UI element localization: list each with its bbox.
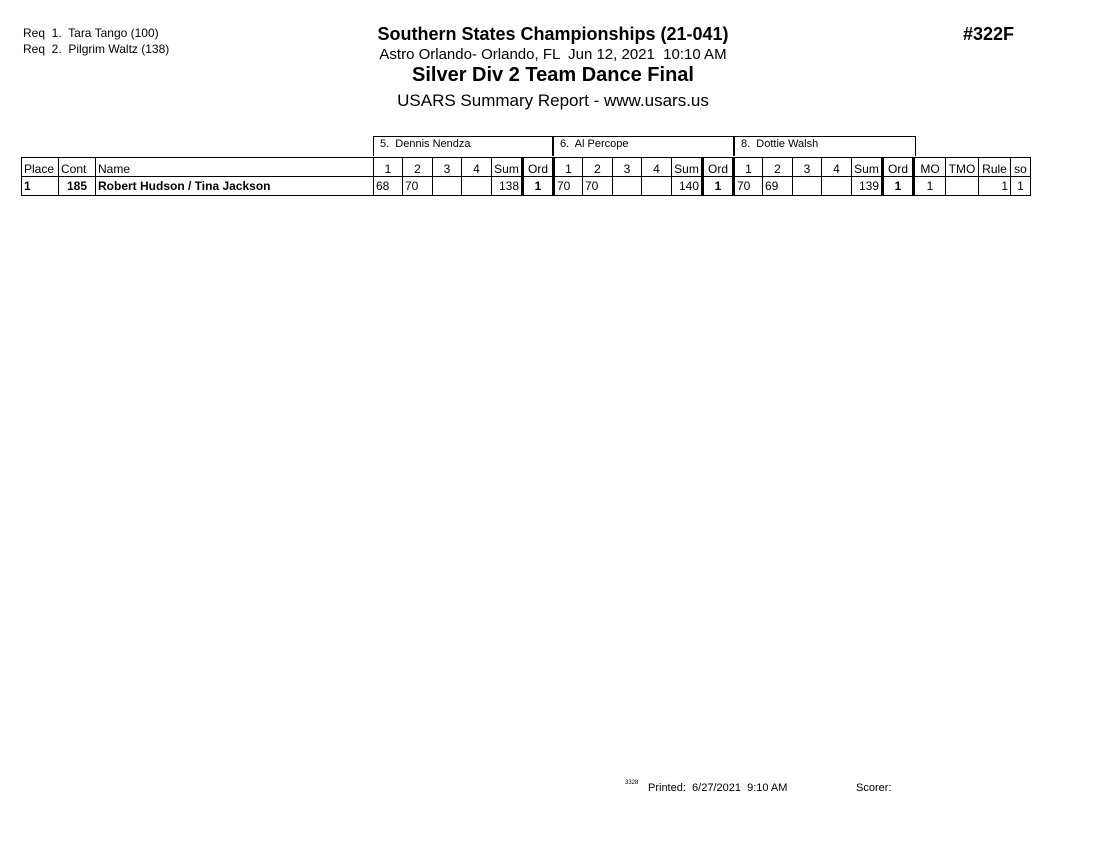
row-so: 1	[1011, 177, 1031, 196]
j3-score-1: 70	[734, 177, 763, 196]
row-cont: 185	[59, 177, 96, 196]
row-tmo	[946, 177, 979, 196]
col-j2-s1: 1	[554, 158, 583, 177]
j3-score-2: 69	[763, 177, 793, 196]
j2-score-3	[613, 177, 642, 196]
col-j1-s4: 4	[462, 158, 492, 177]
event-number: #322F	[963, 24, 1015, 44]
col-j3-s2: 2	[763, 158, 793, 177]
col-j2-s3: 3	[613, 158, 642, 177]
judge-header-2: 6. Al Percope	[553, 136, 734, 156]
j1-sum: 138	[492, 177, 523, 196]
event-name: Silver Div 2 Team Dance Final	[412, 64, 694, 86]
column-header-row	[22, 158, 1031, 177]
table-row	[22, 177, 1031, 196]
printed-timestamp: Printed: 6/27/2021 9:10 AM	[648, 782, 788, 794]
col-j1-ord: Ord	[523, 158, 554, 177]
col-place: Place	[22, 158, 59, 177]
j1-score-4	[462, 177, 492, 196]
j1-ord: 1	[523, 177, 554, 196]
competition-title: Southern States Championships (21-041)	[377, 24, 729, 44]
j2-score-2: 70	[583, 177, 613, 196]
col-cont: Cont	[59, 158, 96, 177]
report-title: USARS Summary Report - www.usars.us	[397, 91, 709, 110]
j2-sum: 140	[672, 177, 703, 196]
row-place: 1	[22, 177, 59, 196]
j3-ord: 1	[883, 177, 914, 196]
j3-score-4	[822, 177, 852, 196]
row-mo: 1	[914, 177, 946, 196]
j2-ord: 1	[703, 177, 734, 196]
j2-score-1: 70	[554, 177, 583, 196]
col-name: Name	[96, 158, 374, 177]
results-table	[21, 157, 1031, 196]
judge-header-1: 5. Dennis Nendza	[373, 136, 553, 156]
footer-mark: 3328	[625, 780, 639, 786]
scorer-label: Scorer:	[856, 782, 892, 794]
col-j1-s3: 3	[433, 158, 462, 177]
col-j2-sum: Sum	[672, 158, 703, 177]
row-name: Robert Hudson / Tina Jackson	[96, 177, 374, 196]
row-rule: 1	[979, 177, 1011, 196]
col-so: so	[1011, 158, 1031, 177]
col-j3-s1: 1	[734, 158, 763, 177]
judge-header-3: 8. Dottie Walsh	[734, 136, 916, 156]
col-rule: Rule	[979, 158, 1011, 177]
col-mo: MO	[914, 158, 946, 177]
j3-sum: 139	[852, 177, 883, 196]
col-j2-s2: 2	[583, 158, 613, 177]
col-j3-s4: 4	[822, 158, 852, 177]
request-1: Req 1. Tara Tango (100)	[23, 26, 159, 40]
col-j3-ord: Ord	[883, 158, 914, 177]
col-j3-s3: 3	[793, 158, 822, 177]
col-tmo: TMO	[946, 158, 979, 177]
col-j2-s4: 4	[642, 158, 672, 177]
j1-score-1: 68	[374, 177, 403, 196]
j1-score-2: 70	[403, 177, 433, 196]
j2-score-4	[642, 177, 672, 196]
col-j1-sum: Sum	[492, 158, 523, 177]
j1-score-3	[433, 177, 462, 196]
venue-line: Astro Orlando- Orlando, FL Jun 12, 2021 10:10 AM	[379, 46, 727, 63]
request-2: Req 2. Pilgrim Waltz (138)	[23, 42, 170, 56]
col-j1-s1: 1	[374, 158, 403, 177]
j3-score-3	[793, 177, 822, 196]
col-j3-sum: Sum	[852, 158, 883, 177]
col-j1-s2: 2	[403, 158, 433, 177]
col-j2-ord: Ord	[703, 158, 734, 177]
